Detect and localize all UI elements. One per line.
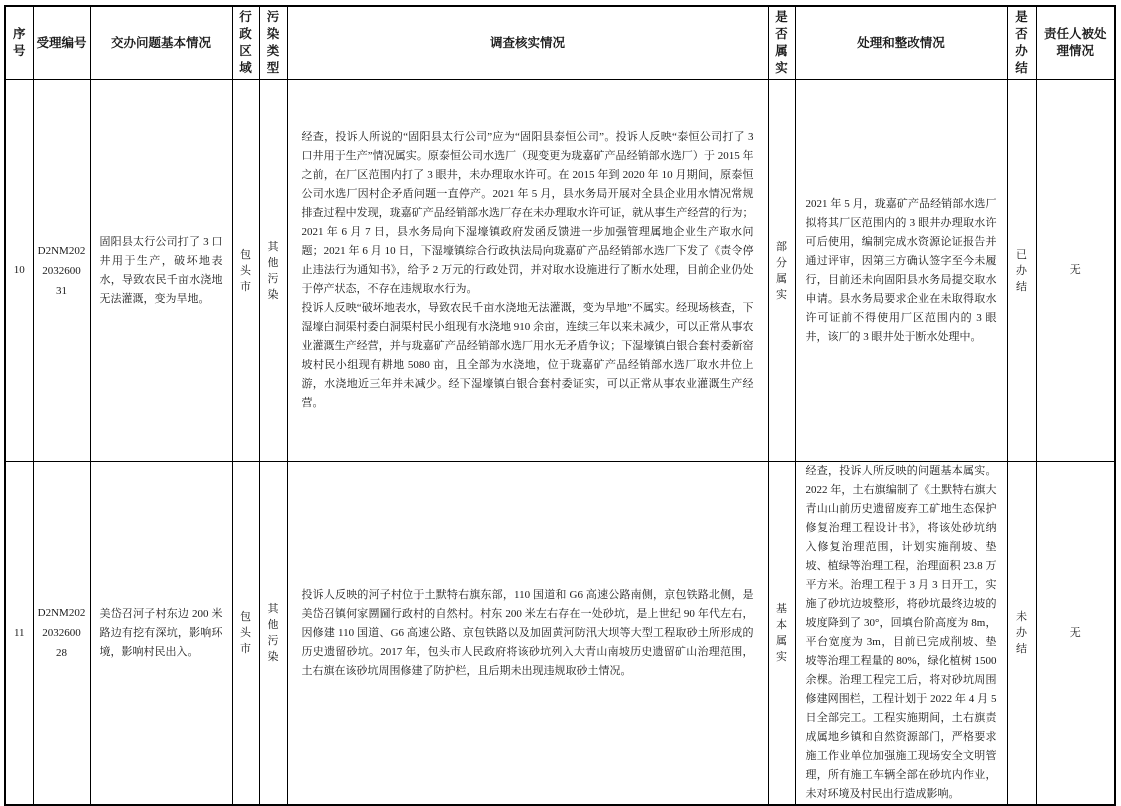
cell-is-true: 部分属实	[768, 80, 795, 462]
cell-responsible: 无	[1036, 462, 1115, 806]
cell-investigation	[287, 80, 768, 462]
col-header-investigation: 调查核实情况	[287, 6, 768, 80]
col-header-handling: 处理和整改情况	[795, 6, 1007, 80]
cell-pollution-type: 其他污染	[259, 462, 287, 806]
col-header-is-true: 是否属实	[768, 6, 795, 80]
col-header-case-no: 受理编号	[33, 6, 90, 80]
table-header	[5, 6, 1115, 80]
cell-seq: 10	[5, 80, 33, 462]
cell-handling	[795, 80, 1007, 462]
col-header-responsible: 责任人被处理情况	[1036, 6, 1115, 80]
cell-case-no: D2NM202 2032600 28	[33, 462, 90, 806]
cell-is-true: 基本属实	[768, 462, 795, 806]
cell-is-closed: 已办结	[1007, 80, 1036, 462]
table-row	[5, 462, 1115, 806]
cell-responsible: 无	[1036, 80, 1115, 462]
cell-seq: 11	[5, 462, 33, 806]
col-header-pollution-type: 污染类型	[259, 6, 287, 80]
cell-pollution-type: 其他污染	[259, 80, 287, 462]
investigation-paragraph: 投诉人反映的河子村位于土默特右旗东部，110 国道和 G6 高速公路南侧，京包铁路北侧，是美岱召镇何家圐圙行政村的自然村。村东 200 米左右存在一处砂坑，是上世纪 90 年代左右，因修建 110 国道、G6 高速公路、京包铁路以及加固黄河防汛大坝等大型工程取砂土所形成的历史遗留砂坑。2017 年，包头市人民政府将该砂坑列入大青山南坡历史遗留矿山治理范围，土右旗在该砂坑周围修建了防护栏，且后期未出现违规取砂土情况。	[301, 588, 754, 677]
header-row	[5, 6, 1115, 80]
cell-investigation	[287, 462, 768, 806]
cell-problem: 固阳县太行公司打了 3 口井用于生产，破坏地表水，导致农民千亩水浇地无法灌溉，变为旱地。	[90, 80, 232, 462]
cell-region: 包头市	[232, 462, 259, 806]
cell-is-closed: 未办结	[1007, 462, 1036, 806]
investigation-paragraph: 投诉人反映“破坏地表水，导致农民千亩水浇地无法灌溉，变为旱地”不属实。经现场核查，下湿壕白洞渠村委白洞渠村民小组现有水浇地 910 余亩，连续三年以来未减少，可以正常从事农业灌溉生产经营，并与珑嘉矿产品经销部水选厂用水无矛盾争议；下湿壕镇白银合套村委新窑坡村民小组现有耕地 5080 亩，且全部为水浇地，位于珑嘉矿产品经销部水选厂取水井位上游，水浇地近三年并未减少。经下湿壕镇白银合套村委证实，可以正常从事农业灌溉生产经营。	[301, 302, 754, 409]
cell-handling	[795, 462, 1007, 806]
cell-region: 包头市	[232, 80, 259, 462]
handling-paragraph: 经查，投诉人所反映的问题基本属实。2022 年，土右旗编制了《土默特右旗大青山山前历史遗留废弃工矿地生态保护修复治理工程设计书》，将该处砂坑纳入修复治理范围，计划实施削坡、垫坡、植绿等治理工程，治理面积 23.8 万平方米。治理工程于 3 月 3 日开工，实施了砂坑边坡整形，将砂坑最终边坡的坡度降到了 30°，回填台阶高度为 8m，平台宽度为 3m，目前已完成削坡、垫坡等治理工程量的 80%，绿化植树 1500 余棵。治理工程完工后，将对砂坑周围修建网围栏，工程计划于 2022 年 4 月 5 日全部完工。工程实施期间，土右旗责成属地乡镇和自然资源部门，严格要求施工作业单位加强施工现场安全文明管理，所有施工车辆全部在砂坑内作业，未对环境及村民出行造成影响。	[805, 465, 997, 800]
table-body	[5, 80, 1115, 806]
complaint-handling-table	[4, 5, 1116, 806]
cell-case-no: D2NM202 2032600 31	[33, 80, 90, 462]
table-row	[5, 80, 1115, 462]
investigation-paragraph: 经查，投诉人所说的“固阳县太行公司”应为“固阳县泰恒公司”。投诉人反映“泰恒公司打了 3 口井用于生产”情况属实。原泰恒公司水选厂（现变更为珑嘉矿产品经销部水选厂）于 2015 年之前，在厂区范围内打了 3 眼井，未办理取水许可。在 2015 年到 2020 年 10 月期间，原泰恒公司水选厂因村企矛盾问题一直停产。2021 年 5 月，县水务局开展对全县企业用水情况常规排查过程中发现，珑嘉矿产品经销部水选厂存在未办理取水许可证，就从事生产经营的行为；2021 年 6 月 7 日，县水务局向下湿壕镇政府发函反馈进一步加强管理属地企业生产取水问题；2021 年 6 月 10 日，下湿壕镇综合行政执法局向珑嘉矿产品经销部水选厂下发了《责令停止违法行为通知书》，给予 2 万元的行政处罚，并对取水设施进行了断水处理，目前企业仍处于停产状态，不存在违规取水行为。	[301, 131, 754, 295]
col-header-problem: 交办问题基本情况	[90, 6, 232, 80]
cell-problem: 美岱召河子村东边 200 米路边有挖有深坑，影响环境，影响村民出入。	[90, 462, 232, 806]
handling-paragraph: 2021 年 5 月，珑嘉矿产品经销部水选厂拟将其厂区范围内的 3 眼井办理取水许可后使用，编制完成水资源论证报告并通过评审，因第三方确认签字至今未履行，目前还未向固阳县水务局提交取水申请。县水务局要求企业在未取得取水许可证前不得使用厂区范围内的 3 眼井，该厂的 3 眼井处于断水处理中。	[805, 197, 997, 343]
col-header-is-closed: 是否办结	[1007, 6, 1036, 80]
col-header-region: 行政区域	[232, 6, 259, 80]
col-header-seq: 序号	[5, 6, 33, 80]
